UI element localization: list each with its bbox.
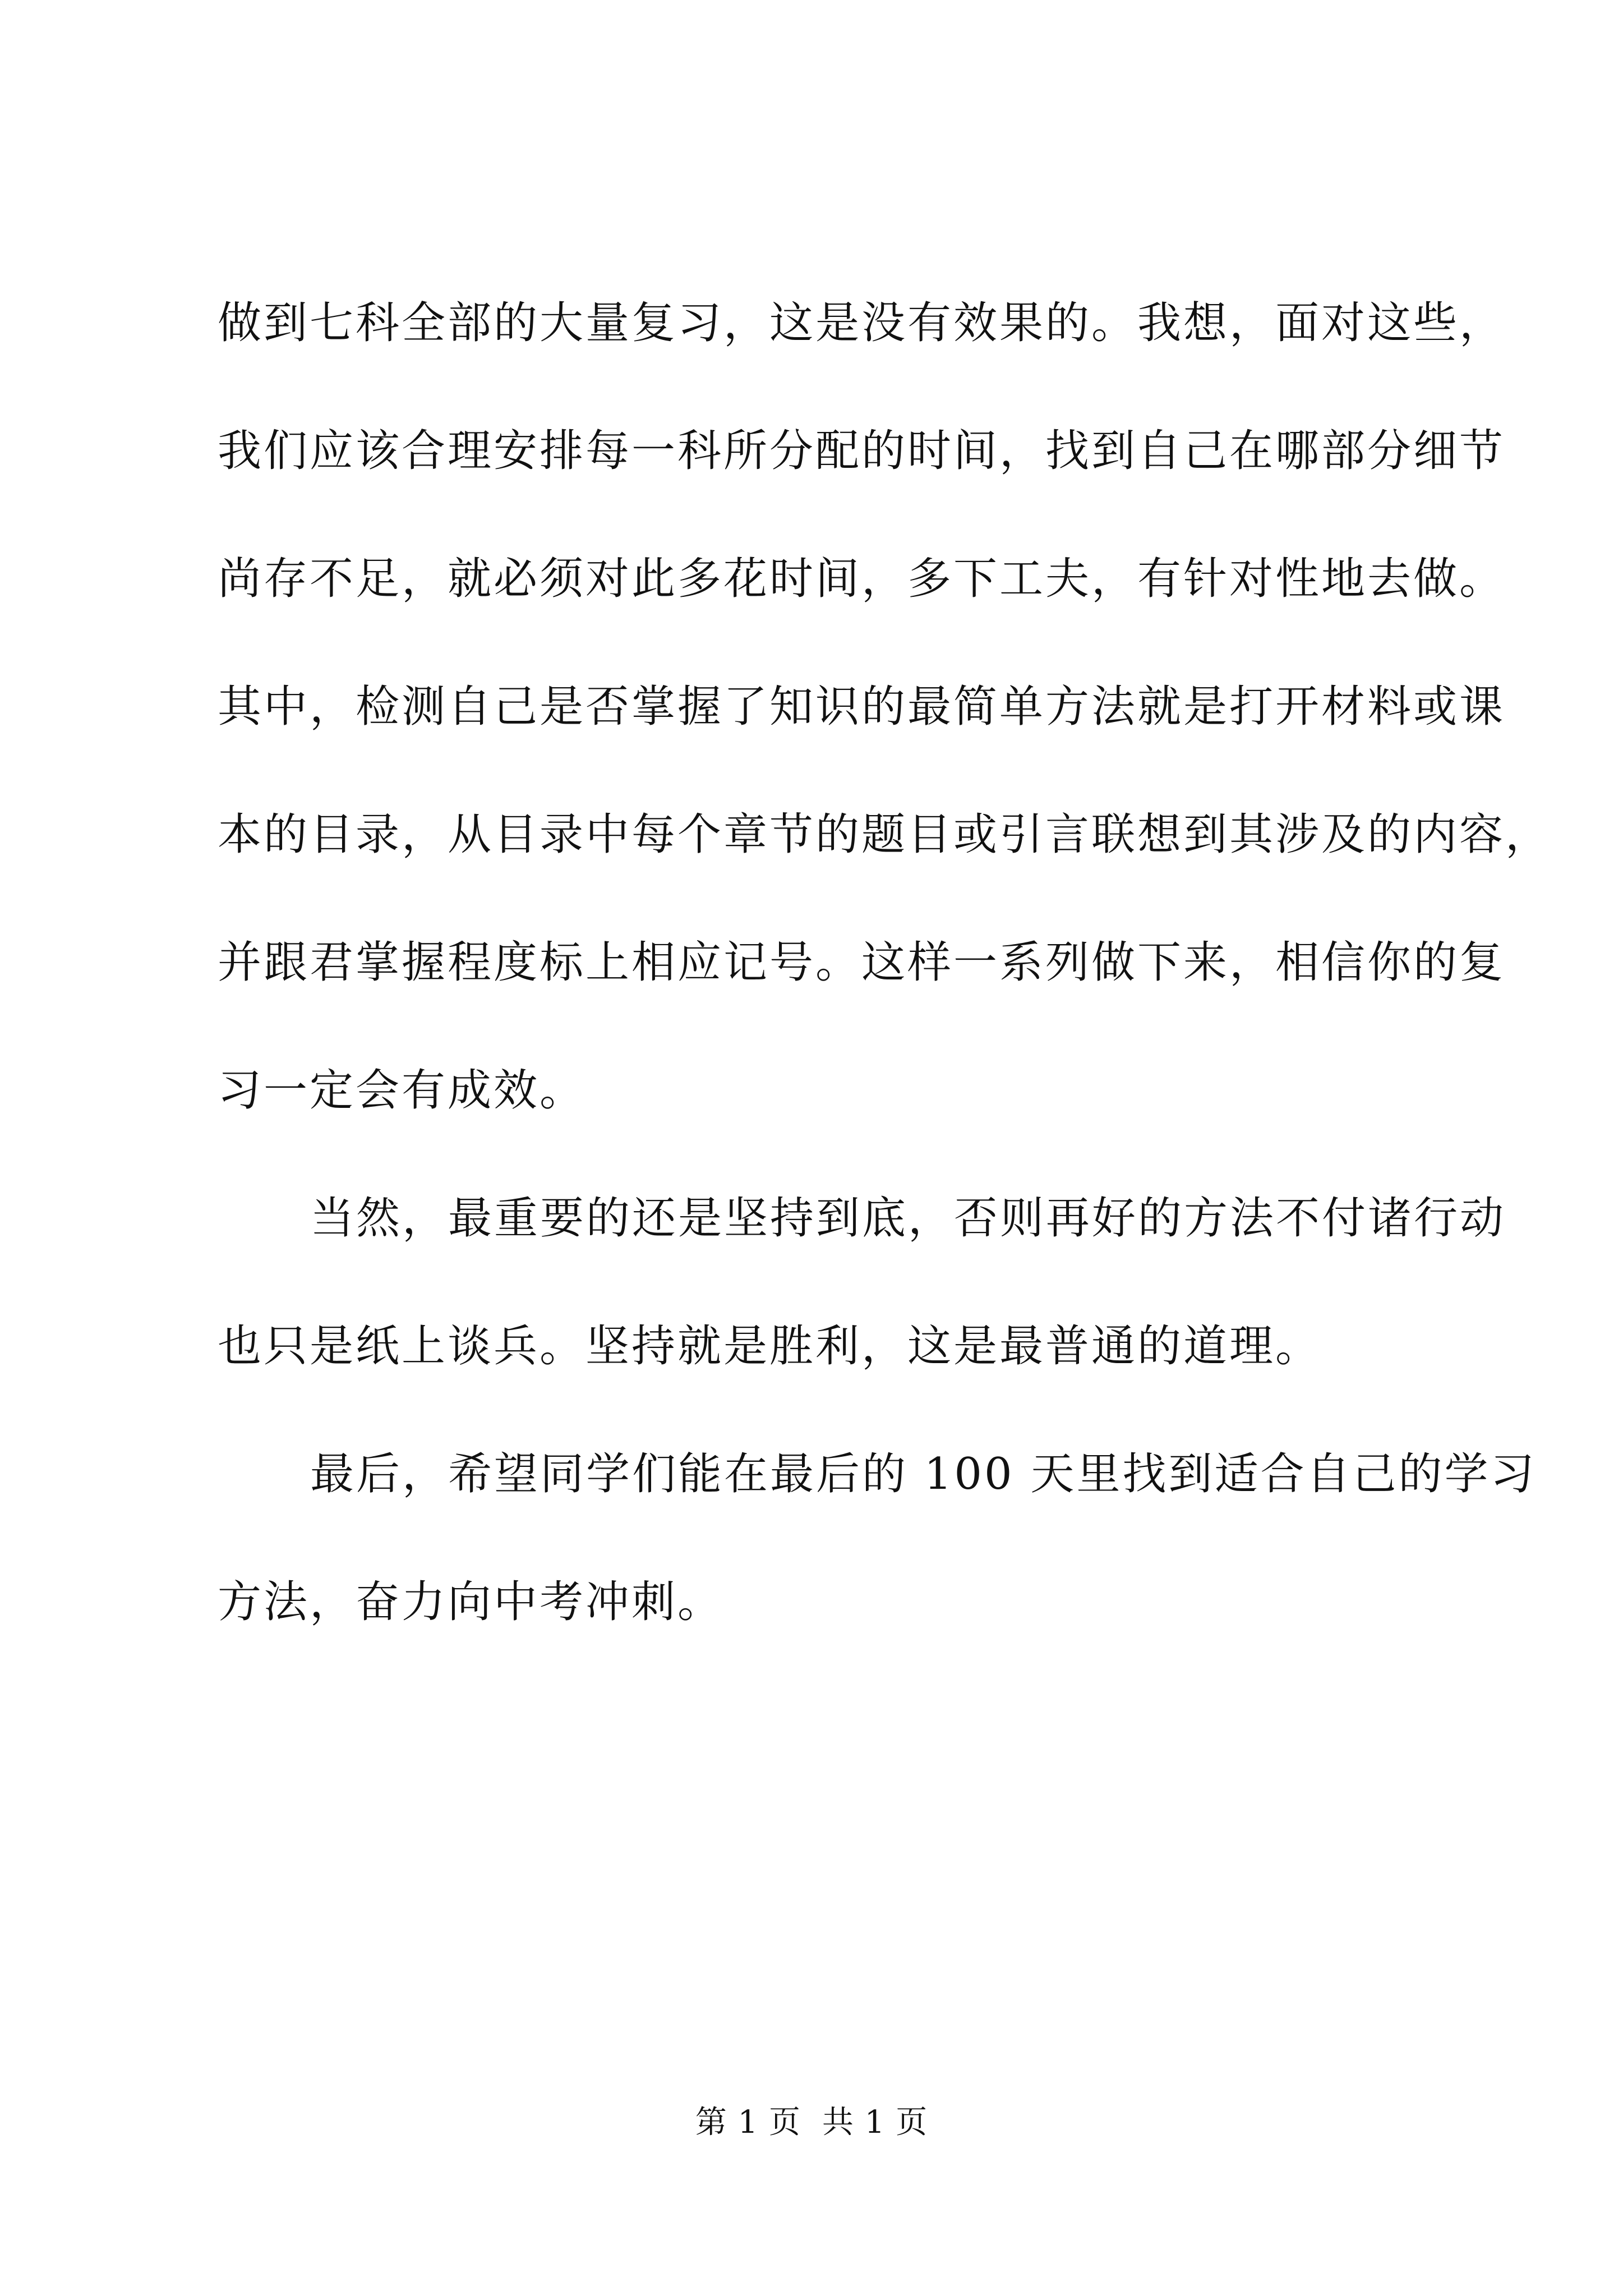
paragraph-line: 当然，最重要的还是坚持到底，否则再好的方法不付诸行动 [310,1193,1506,1244]
paragraph-line: 做到七科全部的大量复习，这是没有效果的。我想，面对这些， [218,298,1506,348]
paragraph-line: 最后，希望同学们能在最后的 100 天里找到适合自己的学习 [310,1449,1537,1499]
paragraph-line: 习一定会有成效。 [218,1065,586,1116]
page-number: 第 1 页 [695,2104,801,2141]
page-footer [0,2100,1623,2145]
paragraph-line: 我们应该合理安排每一科所分配的时间，找到自己在哪部分细节 [218,426,1506,476]
paragraph-line: 方法，奋力向中考冲刺。 [218,1577,724,1627]
paragraph-line: 其中，检测自己是否掌握了知识的最简单方法就是打开材料或课 [218,682,1506,732]
paragraph-line: 本的目录，从目录中每个章节的题目或引言联想到其涉及的内容， [218,809,1552,860]
paragraph-line: 并跟君掌握程度标上相应记号。这样一系列做下来，相信你的复 [218,937,1506,988]
document-body [218,259,1552,1666]
total-pages: 共 1 页 [822,2104,928,2141]
paragraph-line: 尚存不足，就必须对此多花时间，多下工夫，有针对性地去做。 [218,554,1506,604]
paragraph-line: 也只是纸上谈兵。坚持就是胜利，这是最普通的道理。 [218,1321,1322,1372]
